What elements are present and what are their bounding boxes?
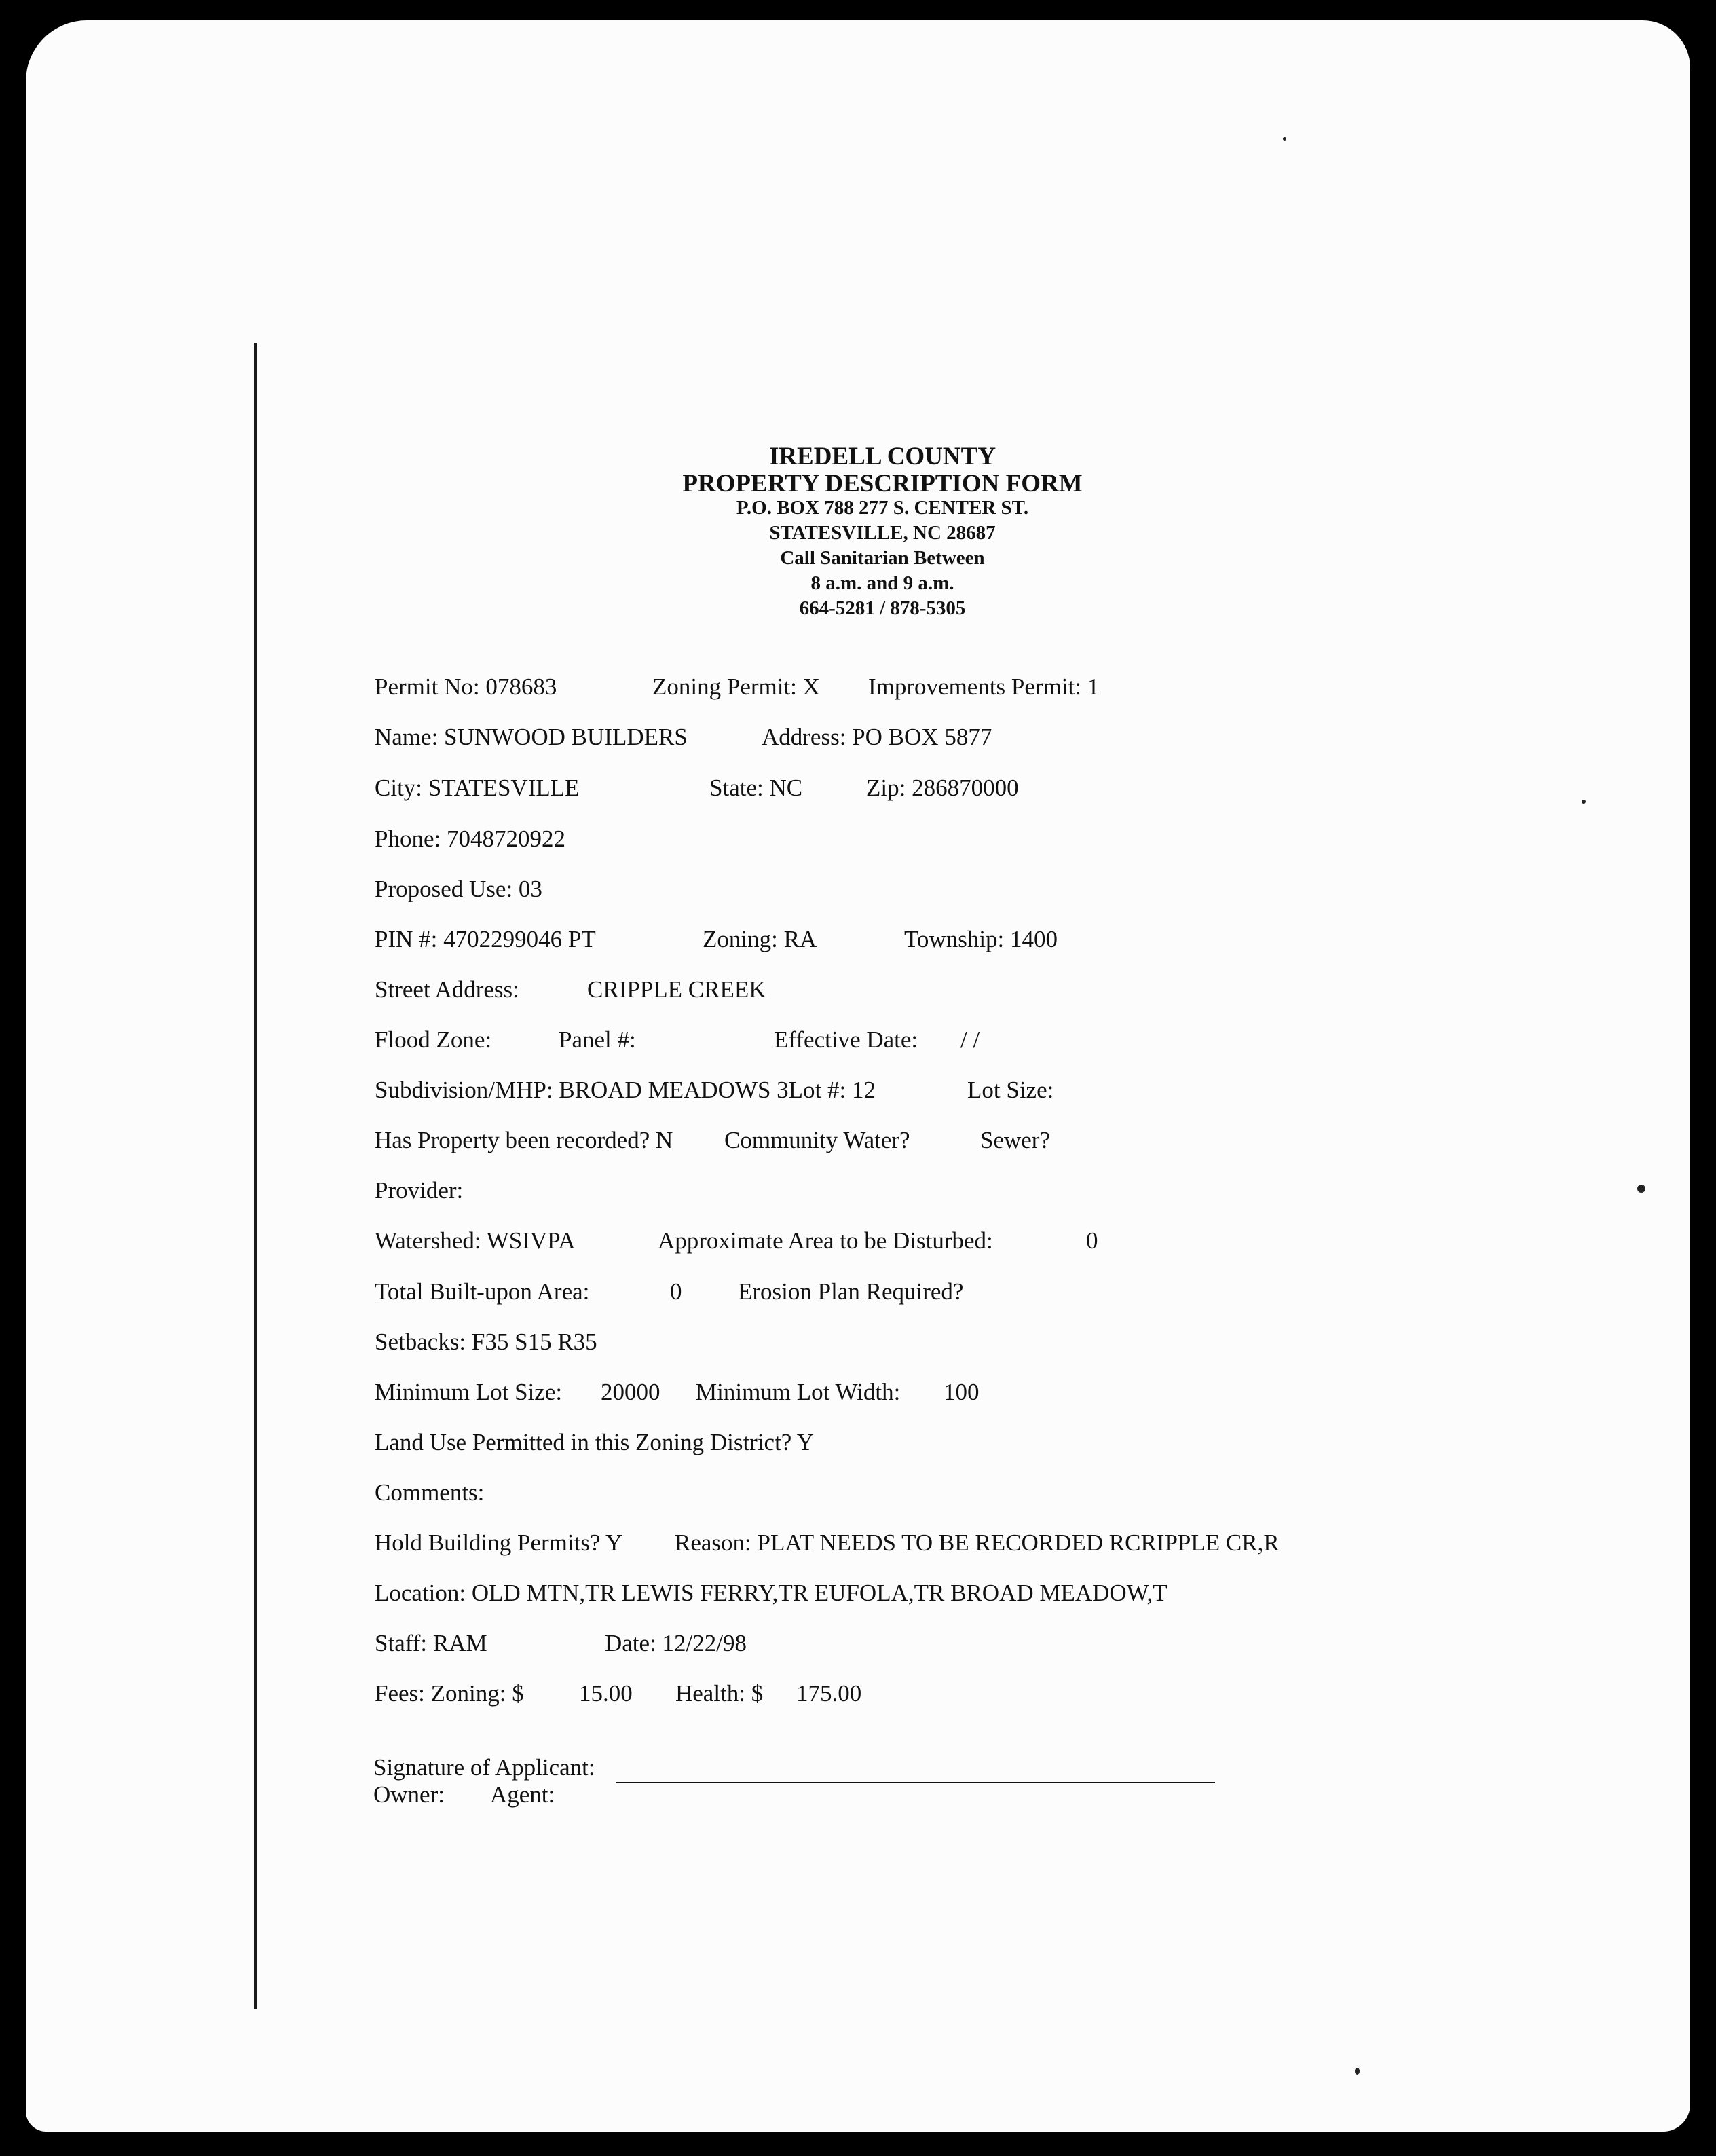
left-margin-rule [254,343,257,2009]
call-hours: 8 a.m. and 9 a.m. [810,572,954,594]
scan-speck [1637,1185,1645,1193]
form-header [611,444,1154,624]
call-instructions: Call Sanitarian Between [780,547,985,569]
permit-number: Permit No: 078683 [375,673,557,700]
improvements-permit: Improvements Permit: 1 [868,673,1100,700]
date-field: Date: 12/22/98 [605,1630,747,1656]
agent-label: Agent: [490,1781,555,1808]
setbacks-field: Setbacks: F35 S15 R35 [375,1328,597,1355]
watershed-field: Watershed: WSIVPA [375,1227,576,1254]
scan-speck [1355,2068,1360,2075]
panel-number: Panel #: [559,1026,636,1053]
zip-field: Zip: 286870000 [866,775,1019,801]
pin-field: PIN #: 4702299046 PT [375,926,596,952]
office-city: STATESVILLE, NC 28687 [769,522,996,544]
county-title: IREDELL COUNTY [768,443,996,470]
fees-health-value: 175.00 [796,1680,862,1707]
effective-date-value: / / [960,1026,980,1053]
staff-field: Staff: RAM [375,1630,487,1656]
signature-label: Signature of Applicant: [373,1754,595,1781]
zoning-permit: Zoning Permit: X [652,673,820,700]
effective-date-label: Effective Date: [774,1026,918,1053]
zoning-field: Zoning: RA [703,926,817,952]
provider-field: Provider: [375,1177,464,1204]
scan-speck [1582,800,1586,804]
land-use-permitted: Land Use Permitted in this Zoning District? Y [375,1429,815,1455]
reason-field: Reason: PLAT NEEDS TO BE RECORDED RCRIPPLE CR,R [675,1529,1280,1556]
document-page [26,20,1690,2132]
city-field: City: STATESVILLE [375,775,580,801]
street-address-value: CRIPPLE CREEK [587,976,766,1003]
approx-area-value: 0 [1086,1227,1098,1254]
office-phone: 664-5281 / 878-5305 [799,597,966,619]
total-built-value: 0 [670,1278,682,1305]
property-recorded: Has Property been recorded? N [375,1127,673,1153]
proposed-use: Proposed Use: 03 [375,876,542,902]
phone-field: Phone: 7048720922 [375,825,565,852]
applicant-name: Name: SUNWOOD BUILDERS [375,724,688,750]
street-address-label: Street Address: [375,976,519,1003]
approx-area-label: Approximate Area to be Disturbed: [658,1227,993,1254]
min-lot-size-label: Minimum Lot Size: [375,1379,563,1405]
form-title: PROPERTY DESCRIPTION FORM [682,470,1083,498]
min-lot-width-label: Minimum Lot Width: [696,1379,901,1405]
fees-zoning-value: 15.00 [579,1680,633,1707]
fees-health-label: Health: $ [675,1680,764,1707]
total-built-label: Total Built-upon Area: [375,1278,590,1305]
signature-line [616,1782,1215,1783]
location-field: Location: OLD MTN,TR LEWIS FERRY,TR EUFOLA,TR BROAD MEADOW,T [375,1580,1168,1606]
comments-field: Comments: [375,1479,485,1506]
erosion-plan: Erosion Plan Required? [738,1278,964,1305]
scan-speck [1283,137,1286,141]
min-lot-size-value: 20000 [601,1379,660,1405]
applicant-address: Address: PO BOX 5877 [762,724,992,750]
subdivision-field: Subdivision/MHP: BROAD MEADOWS 3Lot #: 12 [375,1077,876,1103]
community-water: Community Water? [724,1127,910,1153]
office-address: P.O. BOX 788 277 S. CENTER ST. [736,497,1029,519]
flood-zone: Flood Zone: [375,1026,492,1053]
hold-building-permits: Hold Building Permits? Y [375,1529,623,1556]
state-field: State: NC [709,775,803,801]
owner-label: Owner: [373,1781,445,1808]
lot-size: Lot Size: [967,1077,1054,1103]
sewer-field: Sewer? [980,1127,1051,1153]
township-field: Township: 1400 [904,926,1058,952]
fees-zoning-label: Fees: Zoning: $ [375,1680,524,1707]
min-lot-width-value: 100 [944,1379,980,1405]
